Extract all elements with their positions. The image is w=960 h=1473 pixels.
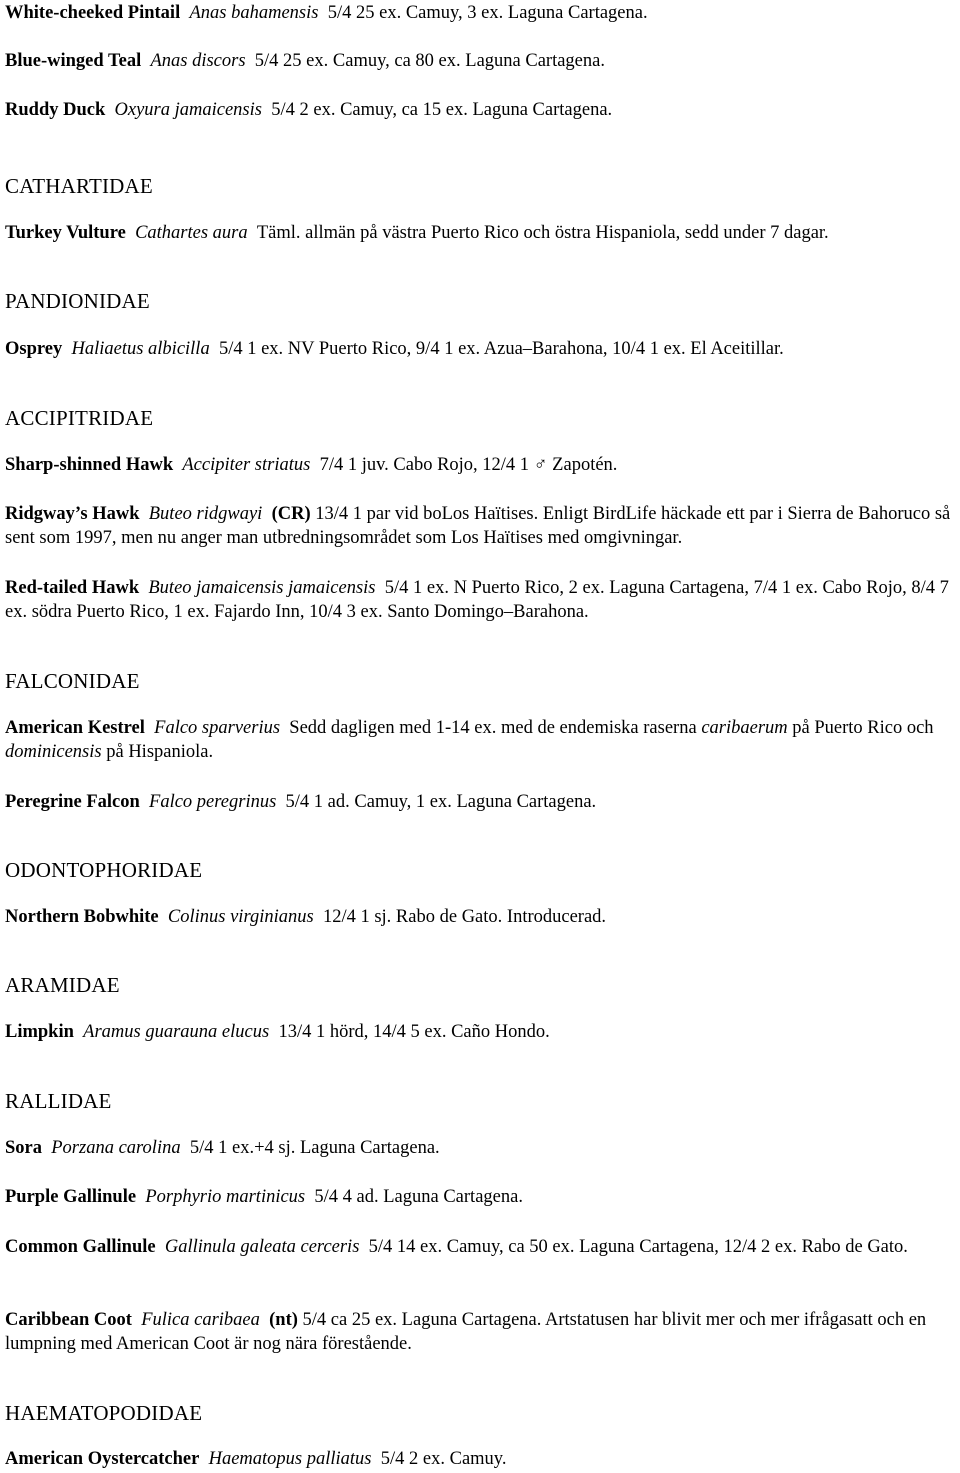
species-note-text: 5/4 1 ad. Camuy, 1 ex. Laguna Cartagena. (285, 792, 597, 812)
species-entry-american-oystercatcher (5, 1447, 957, 1471)
family-heading-haematopodidae: HAEMATOPODIDAE (5, 1401, 203, 1425)
species-entry-northern-bobwhite (5, 905, 957, 929)
species-note-text: Sedd dagligen med 1-14 ex. med de endemiska raserna (289, 718, 702, 738)
species-scientific-name: Aramus guarauna elucus (83, 1022, 270, 1042)
species-scientific-name: Falco sparverius (154, 718, 281, 738)
species-common-name: American Oystercatcher (5, 1449, 200, 1469)
species-entry-white-cheeked-pintail (5, 1, 957, 25)
species-scientific-name: Fulica caribaea (141, 1310, 260, 1330)
species-scientific-name: Porzana carolina (51, 1138, 181, 1158)
species-note-text: 5/4 2 ex. Camuy. (380, 1449, 507, 1469)
species-scientific-name: Accipiter striatus (182, 455, 311, 475)
species-common-name: American Kestrel (5, 718, 145, 738)
species-common-name: Turkey Vulture (5, 223, 126, 243)
species-note-text: 5/4 25 ex. Camuy, 3 ex. Laguna Cartagena. (327, 3, 648, 23)
species-scientific-name: Falco peregrinus (149, 792, 277, 812)
species-scientific-name: Buteo ridgwayi (148, 504, 263, 524)
species-note-text: 5/4 4 ad. Laguna Cartagena. (314, 1187, 523, 1207)
species-entry-limpkin (5, 1020, 957, 1044)
species-common-name: Ruddy Duck (5, 100, 106, 120)
species-scientific-name: Colinus virginianus (167, 907, 314, 927)
species-common-name: Sora (5, 1138, 42, 1158)
species-note-text: 12/4 1 sj. Rabo de Gato. Introducerad. (322, 907, 607, 927)
species-scientific-name: Buteo jamaicensis jamaicensis (148, 578, 376, 598)
species-note-text: 5/4 1 ex.+4 sj. Laguna Cartagena. (189, 1138, 440, 1158)
species-note-text: Täml. allmän på västra Puerto Rico och östra Hispaniola, sedd under 7 dagar. (256, 223, 829, 243)
species-note-text: 13/4 1 par vid boLos Haïtises. Enligt BirdLife häckade ett par i Sierra de Bahoruco så sent som 1997, men nu anger man utbredningsområdet som Los Haïtises med omgivningar. (5, 504, 951, 548)
family-heading-cathartidae: CATHARTIDAE (5, 174, 153, 198)
species-note-text: på Puerto Rico och (787, 718, 934, 738)
species-note-text: 7/4 1 juv. Cabo Rojo, 12/4 1 ♂ Zapotén. (319, 455, 618, 475)
species-note-text: 5/4 1 ex. NV Puerto Rico, 9/4 1 ex. Azua–Barahona, 10/4 1 ex. El Aceitillar. (218, 339, 784, 359)
species-scientific-name: Gallinula galeata cerceris (164, 1237, 360, 1257)
species-entry-peregrine-falcon (5, 790, 957, 814)
species-note-text: 5/4 1 ex. N Puerto Rico, 2 ex. Laguna Cartagena, 7/4 1 ex. Cabo Rojo, 8/4 7 ex. södra Puerto Rico, 1 ex. Fajardo Inn, 10/4 3 ex. Santo Domingo–Barahona. (5, 578, 949, 622)
species-entry-caribbean-coot (5, 1308, 957, 1356)
species-entry-purple-gallinule (5, 1185, 957, 1209)
family-heading-odontophoridae: ODONTOPHORIDAE (5, 858, 203, 882)
species-common-name: Ridgway’s Hawk (5, 504, 140, 524)
species-entry-american-kestrel (5, 716, 957, 764)
conservation-status: (CR) (271, 504, 311, 524)
species-entry-blue-winged-teal (5, 49, 957, 73)
species-entry-ruddy-duck (5, 98, 957, 122)
family-heading-aramidae: ARAMIDAE (5, 973, 120, 997)
species-common-name: Caribbean Coot (5, 1310, 132, 1330)
species-common-name: Limpkin (5, 1022, 74, 1042)
species-entry-sharp-shinned-hawk (5, 453, 957, 477)
species-scientific-name: Anas bahamensis (189, 3, 319, 23)
species-entry-sora (5, 1136, 957, 1160)
species-common-name: Red-tailed Hawk (5, 578, 140, 598)
family-heading-rallidae: RALLIDAE (5, 1089, 112, 1113)
species-scientific-name: Anas discors (150, 51, 246, 71)
species-entry-red-tailed-hawk (5, 576, 957, 624)
species-common-name: White-cheeked Pintail (5, 3, 181, 23)
species-scientific-name: Oxyura jamaicensis (114, 100, 262, 120)
species-common-name: Sharp-shinned Hawk (5, 455, 174, 475)
species-scientific-name: Haematopus palliatus (208, 1449, 372, 1469)
species-note-text: 5/4 2 ex. Camuy, ca 15 ex. Laguna Cartagena. (271, 100, 613, 120)
species-note-text: 5/4 ca 25 ex. Laguna Cartagena. Artstatusen har blivit mer och mer ifrågasatt och en lumpning med American Coot är nog nära förestående. (5, 1310, 927, 1354)
species-common-name: Blue-winged Teal (5, 51, 142, 71)
species-common-name: Purple Gallinule (5, 1187, 137, 1207)
species-common-name: Common Gallinule (5, 1237, 156, 1257)
species-entry-common-gallinule (5, 1235, 957, 1259)
species-entry-turkey-vulture (5, 221, 957, 245)
species-entry-ridgway-s-hawk (5, 502, 957, 550)
species-note-text: 5/4 25 ex. Camuy, ca 80 ex. Laguna Cartagena. (254, 51, 605, 71)
family-heading-accipitridae: ACCIPITRIDAE (5, 406, 154, 430)
family-heading-falconidae: FALCONIDAE (5, 669, 140, 693)
family-heading-pandionidae: PANDIONIDAE (5, 289, 150, 313)
species-scientific-name: Cathartes aura (135, 223, 248, 243)
species-entry-osprey (5, 337, 957, 361)
inline-subspecies-name: dominicensis (5, 742, 102, 762)
conservation-status: (nt) (269, 1310, 298, 1330)
species-scientific-name: Haliaetus albicilla (71, 339, 210, 359)
species-note-text: på Hispaniola. (101, 742, 214, 762)
species-common-name: Peregrine Falcon (5, 792, 140, 812)
species-common-name: Osprey (5, 339, 63, 359)
species-common-name: Northern Bobwhite (5, 907, 159, 927)
species-note-text: 13/4 1 hörd, 14/4 5 ex. Caño Hondo. (278, 1022, 550, 1042)
species-scientific-name: Porphyrio martinicus (145, 1187, 306, 1207)
species-note-text: 5/4 14 ex. Camuy, ca 50 ex. Laguna Cartagena, 12/4 2 ex. Rabo de Gato. (368, 1237, 908, 1257)
inline-subspecies-name: caribaerum (701, 718, 788, 738)
